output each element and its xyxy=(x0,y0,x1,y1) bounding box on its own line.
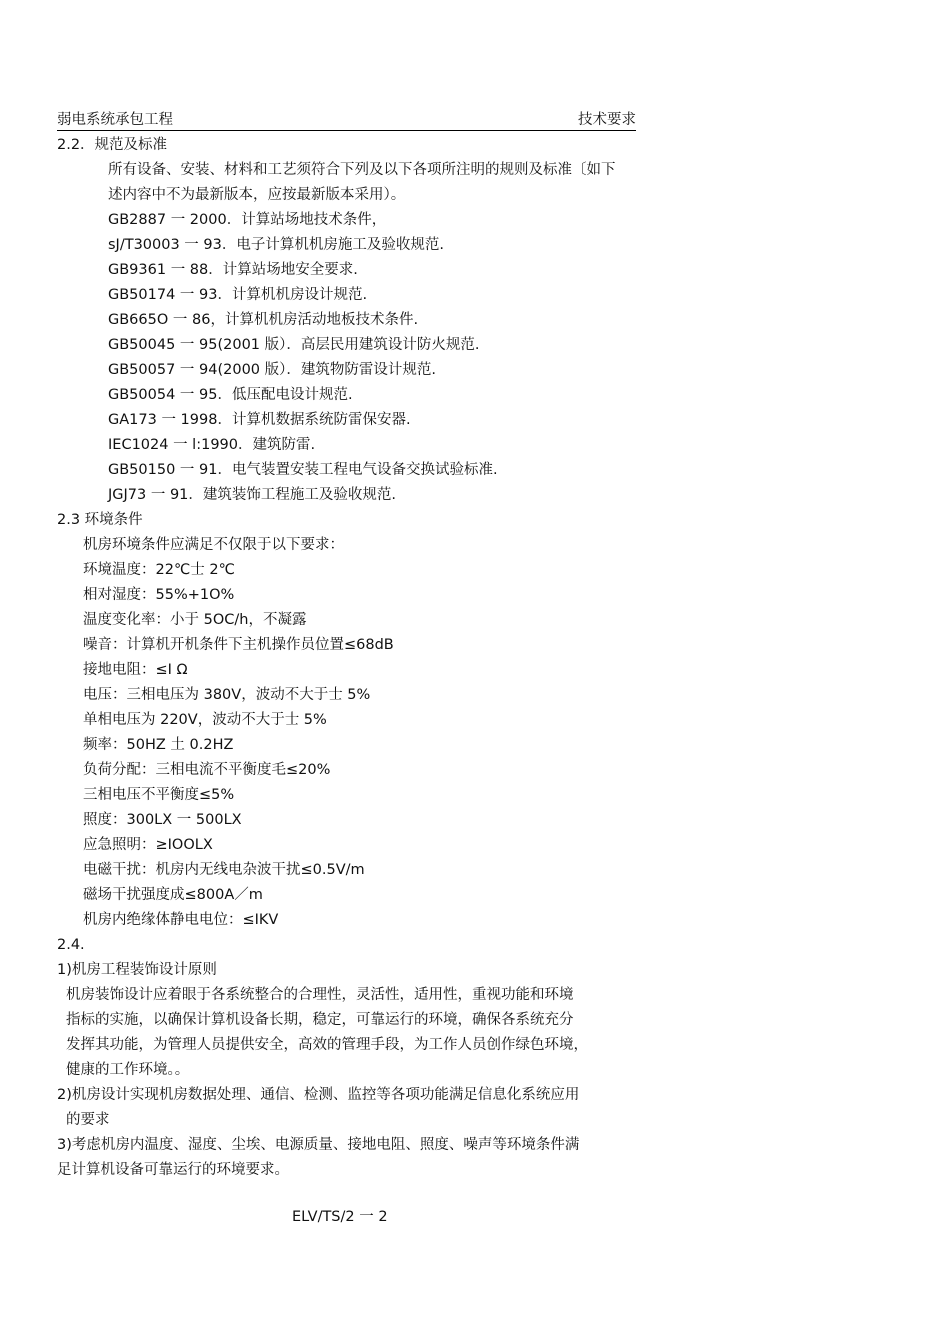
environment-item: 单相电压为 220V，波动不大于士 5% xyxy=(83,712,327,728)
section-2-2-intro-line-2: 述内容中不为最新版本，应按最新版本采用）。 xyxy=(108,187,406,203)
section-2-2-intro-line-1: 所有设备、安装、材料和工艺须符合下列及以下各项所注明的规则及标准〔如下 xyxy=(108,162,616,178)
environment-item: 温度变化率：小于 5OC/h，不凝露 xyxy=(83,612,307,628)
page-header xyxy=(57,110,636,131)
paragraph-line: 3)考虑机房内温度、湿度、尘埃、电源质量、接地电阻、照度、噪声等环境条件满 xyxy=(57,1137,580,1153)
paragraph-line: 的要求 xyxy=(66,1112,110,1128)
environment-item: 机房内绝缘体静电电位：≤IKV xyxy=(83,912,279,928)
paragraph-line: 发挥其功能，为管理人员提供安全，高效的管理手段，为工作人员创作绿色环境， xyxy=(66,1037,588,1053)
page-footer-code: ELV/TS/2 一 2 xyxy=(292,1209,388,1225)
standard-item: GB50174 一 93．计算机机房设计规范. xyxy=(108,287,368,303)
section-2-2-heading: 2.2．规范及标准 xyxy=(57,137,168,153)
paragraph-line: 机房装饰设计应着眼于各系统整合的合理性，灵活性，适用性，重视功能和环境 xyxy=(66,987,574,1003)
standard-item: GB9361 一 88．计算站场地安全要求. xyxy=(108,262,358,278)
standard-item: JGJ73 一 91．建筑装饰工程施工及验收规范. xyxy=(108,487,397,503)
environment-item: 应急照明：≥IOOLX xyxy=(83,837,213,853)
environment-item: 相对湿度：55%+1O% xyxy=(83,587,235,603)
environment-item: 机房环境条件应满足不仅限于以下要求： xyxy=(83,537,344,553)
standard-item: GB50045 一 95(2001 版）．高层民用建筑设计防火规范. xyxy=(108,337,480,353)
environment-item: 照度：300LX 一 500LX xyxy=(83,812,242,828)
environment-item: 频率：50HZ 土 0.2HZ xyxy=(83,737,234,753)
standard-item: GB665O 一 86，计算机机房活动地板技术条件. xyxy=(108,312,419,328)
paragraph-line: 2)机房设计实现机房数据处理、通信、检测、监控等各项功能满足信息化系统应用 xyxy=(57,1087,580,1103)
section-2-4-heading: 2.4. xyxy=(57,937,85,953)
environment-item: 接地电阻：≤I Ω xyxy=(83,662,188,678)
header-project-title: 弱电系统承包工程 xyxy=(57,112,173,128)
standard-item: sJ/T30003 一 93．电子计算机机房施工及验收规范. xyxy=(108,237,444,253)
environment-item: 三相电压不平衡度≤5% xyxy=(83,787,235,803)
standard-item: GB50057 一 94(2000 版）．建筑物防雷设计规范. xyxy=(108,362,437,378)
header-section-title: 技术要求 xyxy=(578,112,636,128)
paragraph-line: 指标的实施，以确保计算机设备长期，稳定，可靠运行的环境，确保各系统充分 xyxy=(66,1012,574,1028)
section-2-4-subheading: 1)机房工程装饰设计原则 xyxy=(57,962,217,978)
environment-item: 电压：三相电压为 380V，波动不大于士 5% xyxy=(83,687,371,703)
standard-item: IEC1024 一 l:1990．建筑防雷. xyxy=(108,437,316,453)
environment-item: 环境温度：22℃士 2℃ xyxy=(83,562,235,578)
section-2-3-heading: 2.3 环境条件 xyxy=(57,512,143,528)
paragraph-line: 健康的工作环境。。 xyxy=(66,1062,190,1078)
standard-item: GA173 一 1998．计算机数据系统防雷保安器. xyxy=(108,412,411,428)
environment-item: 电磁干扰：机房内无线电杂波干扰≤0.5V/m xyxy=(83,862,365,878)
paragraph-line: 足计算机设备可靠运行的环境要求。 xyxy=(57,1162,289,1178)
standard-item: GB50054 一 95．低压配电设计规范. xyxy=(108,387,353,403)
standard-item: GB2887 一 2000．计算站场地技术条件， xyxy=(108,212,387,228)
standard-item: GB50150 一 91．电气装置安装工程电气设备交换试验标准. xyxy=(108,462,498,478)
environment-item: 磁场干扰强度成≤800A／m xyxy=(83,887,263,903)
environment-item: 负荷分配：三相电流不平衡度毛≤20% xyxy=(83,762,331,778)
environment-item: 噪音：计算机开机条件下主机操作员位置≤68dB xyxy=(83,637,394,653)
